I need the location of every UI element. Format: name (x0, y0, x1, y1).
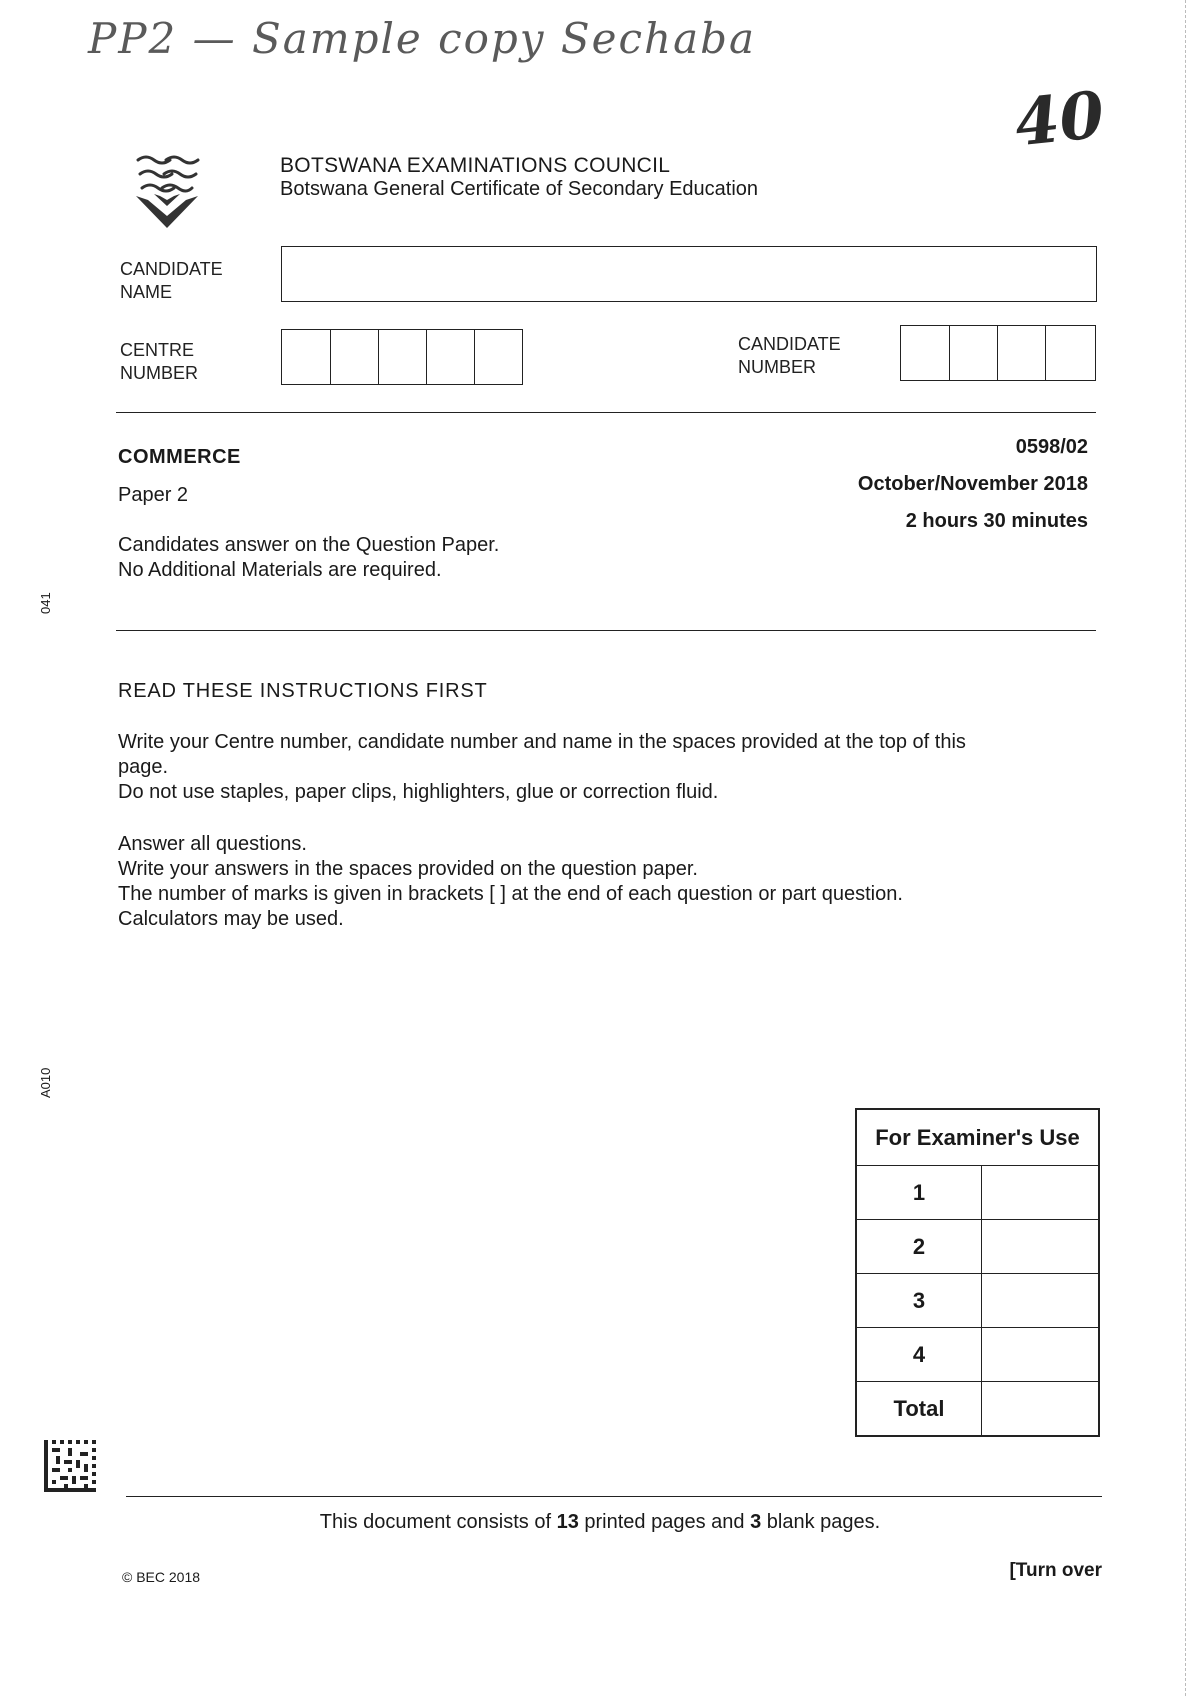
candidate-number-field[interactable] (900, 325, 1096, 381)
table-row (856, 1220, 1099, 1274)
handwritten-note: PP2 — Sample copy Sechaba (88, 14, 757, 63)
footer-divider (126, 1496, 1102, 1497)
paper-code: 0598/02 (1015, 436, 1088, 458)
table-row (856, 1274, 1099, 1328)
instructions-block-2: Answer all questions. Write your answers in the spaces provided on the question paper. The number of marks is given in brackets [ ] at the end of each question or part question. Calculators may be used. (118, 833, 903, 930)
total-label: Total (856, 1382, 982, 1437)
certificate-name: Botswana General Certificate of Secondary Education (280, 178, 759, 200)
candidate-name-field[interactable] (281, 246, 1097, 302)
margin-code-1: 041 (38, 592, 53, 614)
candidate-number-label: CANDIDATE NUMBER (738, 334, 841, 377)
council-name: BOTSWANA EXAMINATIONS COUNCIL (280, 154, 671, 177)
centre-number-label: CENTRE NUMBER (120, 340, 199, 383)
mark-cell (982, 1274, 1100, 1328)
instructions-block-1: Write your Centre number, candidate number and name in the spaces provided at the top of this page. Do not use staples, paper clips, highlighters, glue or correction fluid. (118, 731, 966, 803)
table-row (856, 1166, 1099, 1220)
copyright-text: © BEC 2018 (122, 1569, 201, 1585)
turn-over-text: [Turn over (1009, 1560, 1102, 1581)
mark-cell (982, 1328, 1100, 1382)
candidate-name-label: CANDIDATE NAME (120, 259, 223, 302)
question-number: 3 (856, 1274, 982, 1328)
table-row (856, 1328, 1099, 1382)
exam-duration: 2 hours 30 minutes (905, 510, 1088, 532)
question-number: 4 (856, 1328, 982, 1382)
table-row (856, 1382, 1099, 1437)
subject-title: COMMERCE (118, 446, 241, 468)
page-count-text: This document consists of 13 printed pages and 3 blank pages. (319, 1511, 881, 1533)
examiners-use-heading: For Examiner's Use (856, 1109, 1099, 1166)
question-number: 2 (856, 1220, 982, 1274)
materials-text: Candidates answer on the Question Paper. No Additional Materials are required. (118, 534, 500, 581)
margin-code-2: A010 (38, 1067, 53, 1098)
paper-number: Paper 2 (118, 484, 189, 506)
question-number: 1 (856, 1166, 982, 1220)
centre-number-field[interactable] (281, 329, 523, 385)
divider-line (116, 630, 1096, 631)
total-cell (982, 1382, 1100, 1437)
mark-cell (982, 1220, 1100, 1274)
bec-logo-icon (128, 150, 206, 230)
examiners-use-table (855, 1108, 1100, 1437)
handwritten-score: 40 (1011, 77, 1108, 162)
datamatrix-barcode-icon (44, 1440, 96, 1492)
exam-session: October/November 2018 (857, 473, 1088, 495)
instructions-heading: READ THESE INSTRUCTIONS FIRST (118, 680, 488, 702)
page-edge-dashes (1185, 0, 1186, 1696)
divider-line (116, 412, 1096, 413)
mark-cell (982, 1166, 1100, 1220)
